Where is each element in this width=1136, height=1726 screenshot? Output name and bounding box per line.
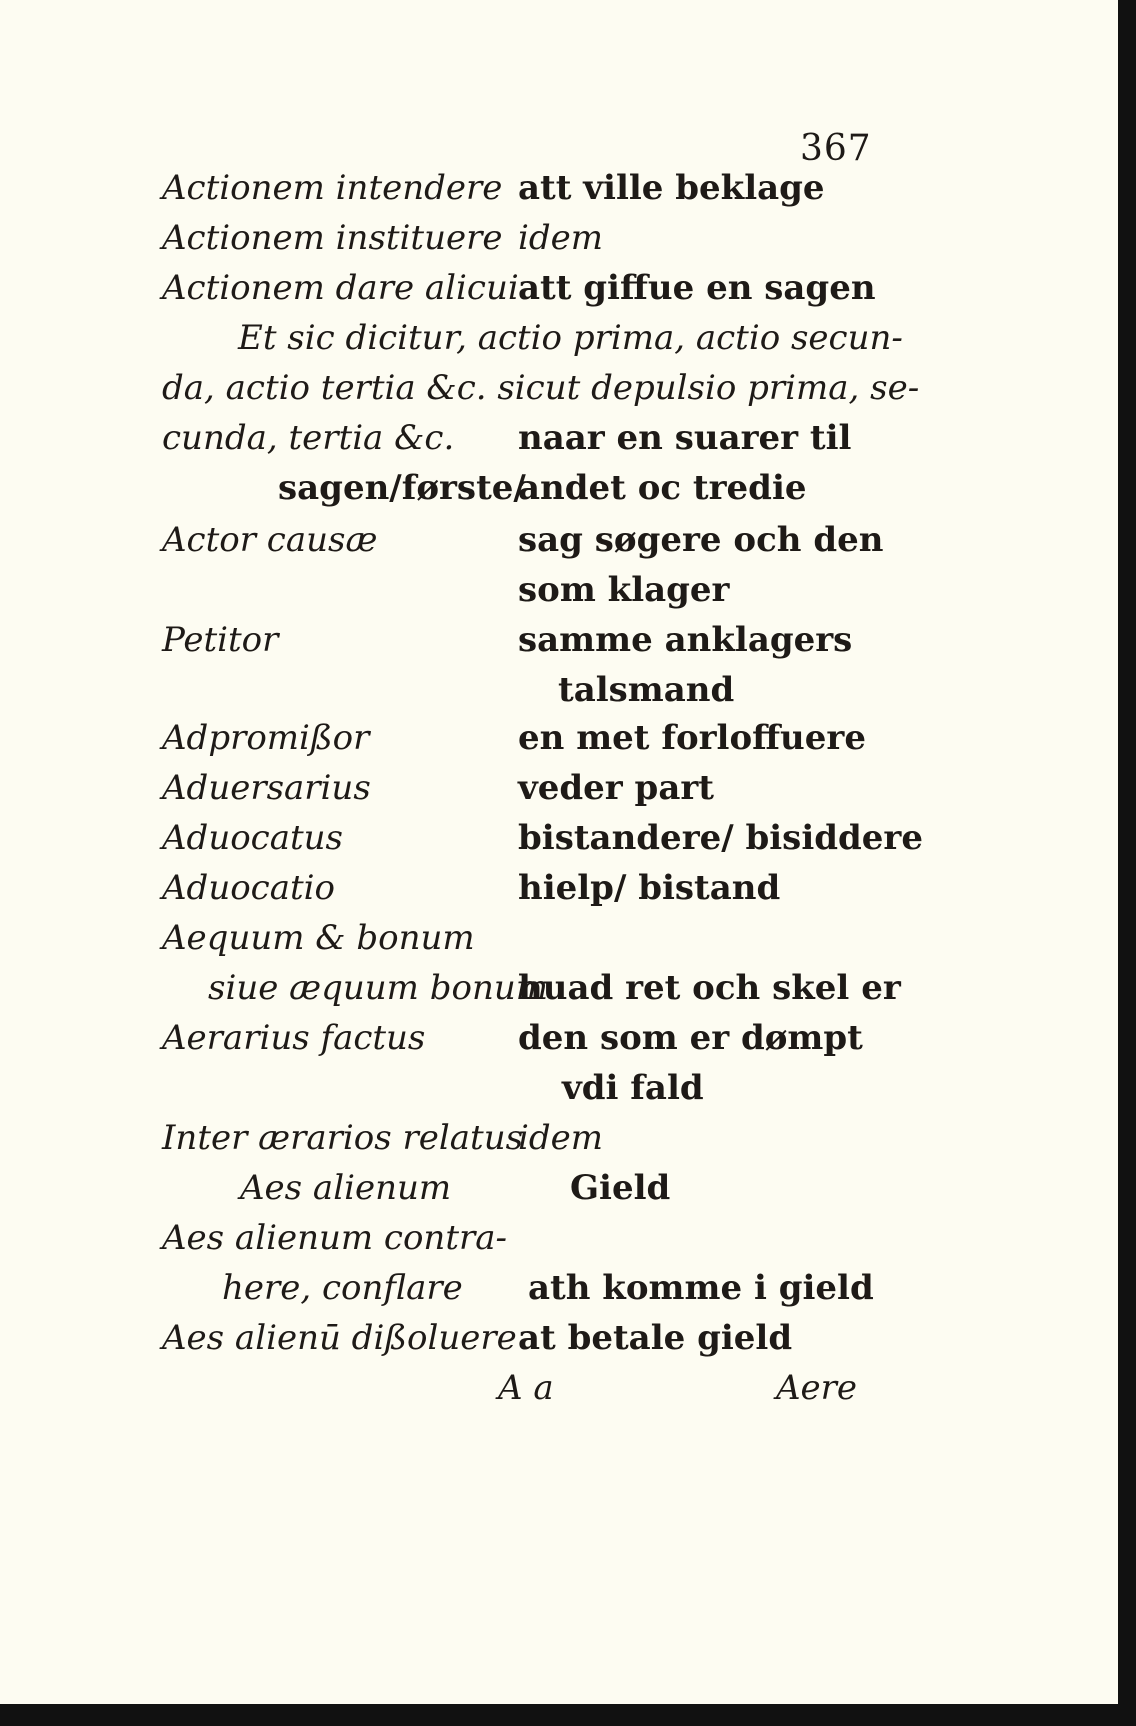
danish-gloss: sag søgere och den [518,520,884,560]
latin-term: Aduersarius [162,768,371,808]
danish-gloss: den som er dømpt [518,1018,863,1058]
latin-term: Actionem intendere [162,168,503,208]
danish-gloss: som klager [518,570,730,610]
danish-gloss: vdi fald [562,1068,704,1108]
latin-term: idem [518,218,603,258]
danish-gloss: att giffue en sagen [518,268,876,308]
danish-gloss: talsmand [558,670,735,710]
latin-term: idem [518,1118,603,1158]
danish-gloss: att ville beklage [518,168,825,208]
latin-term: Actor causæ [162,520,378,560]
danish-gloss: en met forloffuere [518,718,866,758]
danish-gloss: naar en suarer til [518,418,852,458]
catchword: Aere [776,1368,858,1408]
latin-term: Aes alienum contra- [162,1218,507,1258]
latin-term: Aes alienū dißoluere [162,1318,517,1358]
latin-term: da, actio tertia &c. sicut depulsio prima, se- [162,368,920,408]
latin-term: Actionem dare alicui [162,268,519,308]
latin-term: Aduocatio [162,868,336,908]
danish-gloss: Gield [570,1168,671,1208]
danish-gloss: sagen/første/ [278,468,526,508]
latin-term: siue æquum bonum [208,968,548,1008]
latin-term: Aequum & bonum [162,918,475,958]
danish-gloss: hielp/ bistand [518,868,781,908]
latin-term: Et sic dicitur, actio prima, actio secun- [238,318,903,358]
page-number: 367 [800,128,872,169]
latin-term: Inter ærarios relatus [162,1118,524,1158]
danish-gloss: ath komme i gield [528,1268,874,1308]
latin-term: here, conflare [222,1268,463,1308]
danish-gloss: veder part [518,768,714,808]
scan-edge-right [1118,0,1136,1726]
scan-edge-bottom [0,1704,1136,1726]
danish-gloss: bistandere/ bisiddere [518,818,923,858]
latin-term: Petitor [162,620,279,660]
danish-gloss: andet oc tredie [518,468,807,508]
danish-gloss: at betale gield [518,1318,793,1358]
latin-term: Aerarius factus [162,1018,426,1058]
signature-mark: A a [498,1368,554,1408]
latin-term: Aduocatus [162,818,344,858]
latin-term: Adpromißor [162,718,370,758]
latin-term: cunda, tertia &c. [162,418,455,458]
danish-gloss: huad ret och skel er [518,968,901,1008]
latin-term: Aes alienum [240,1168,452,1208]
latin-term: Actionem instituere [162,218,503,258]
danish-gloss: samme anklagers [518,620,853,660]
